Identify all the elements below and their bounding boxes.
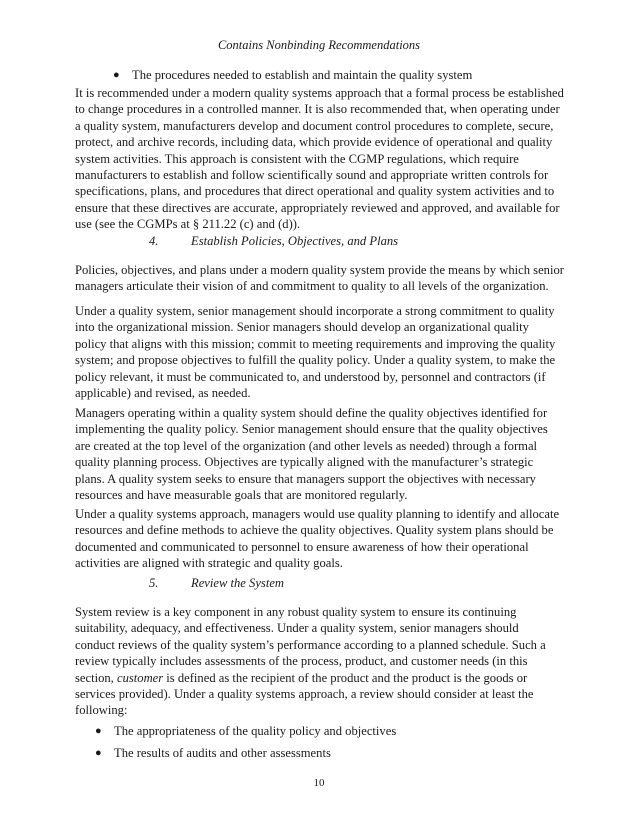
text-line: use (see the CGMPs at § 211.22 (c) and (d)). bbox=[75, 217, 301, 232]
text-line: suitability, adequacy, and effectiveness. Under a quality system, senior managers should bbox=[75, 621, 519, 636]
text-line: following: bbox=[75, 703, 128, 718]
text-line: manufacturers to establish and follow scientifically sound and appropriate written controls for bbox=[75, 168, 549, 183]
section-number: 5. bbox=[149, 576, 159, 590]
text-line: It is recommended under a modern quality systems approach that a formal process be established bbox=[75, 86, 564, 100]
text-line: a quality system, manufacturers develop and document control procedures to complete, secure, bbox=[75, 118, 554, 133]
bullet-text: The appropriateness of the quality policy and objectives bbox=[114, 724, 397, 738]
bullet-icon: ● bbox=[113, 69, 120, 81]
paragraph-senior-management bbox=[75, 303, 565, 401]
bullet-icon: ● bbox=[95, 725, 102, 737]
text-line: plans. A quality system seeks to ensure that managers support the objectives with necessary bbox=[75, 471, 536, 486]
paragraph-quality-planning bbox=[75, 506, 565, 572]
paragraph-quality-objectives bbox=[75, 405, 565, 503]
text-line: review typically includes assessments of the process, product, and customer needs (in this bbox=[75, 654, 528, 669]
text-line: conduct reviews of the quality system’s performance according to a planned schedule. Such a bbox=[75, 637, 546, 652]
text-line: Policies, objectives, and plans under a modern quality system provide the means by which senior bbox=[75, 263, 564, 277]
text-line: managers articulate their vision of and commitment to quality to all levels of the organization. bbox=[75, 279, 549, 294]
text-line: services provided). Under a quality systems approach, a review should consider at least the bbox=[75, 687, 534, 702]
italic-term-customer: customer bbox=[116, 670, 164, 685]
text-line: specifications, plans, and procedures that direct operational and quality system activities and to bbox=[75, 184, 555, 199]
text-line: Managers operating within a quality system should define the quality objectives identified for bbox=[75, 406, 548, 420]
text-line-with-italic bbox=[75, 670, 565, 686]
text-line: quality planning process. Objectives are typically aligned with the manufacturer’s strategic bbox=[75, 455, 534, 470]
text-line: policy relevant, it must be communicated to, and understood by, personnel and contractors (if bbox=[75, 369, 546, 384]
text-line: resources and have measurable goals that are monitored regularly. bbox=[75, 488, 408, 503]
bullet-text: The procedures needed to establish and maintain the quality system bbox=[132, 68, 473, 82]
text-line: are created at the top level of the organization (and other levels as needed) through a formal bbox=[75, 438, 538, 453]
text-line: activities are aligned with strategic and quality goals. bbox=[75, 556, 343, 571]
section-heading-4 bbox=[149, 234, 469, 251]
text-line: system; and propose objectives to fulfill the quality policy. Under a quality system, to make the bbox=[75, 353, 556, 368]
text-line: policy that aligns with this mission; commit to meeting requirements and improving the quality bbox=[75, 336, 556, 351]
text-fragment: section, bbox=[75, 670, 117, 685]
text-line: applicable) and revised, as needed. bbox=[75, 386, 251, 401]
text-line: Under a quality systems approach, managers would use quality planning to identify and allocate bbox=[75, 507, 560, 521]
paragraph-policies-intro bbox=[75, 262, 565, 295]
section-title: Establish Policies, Objectives, and Plans bbox=[191, 234, 399, 248]
text-line: into the organizational mission. Senior managers should develop an organizational quality bbox=[75, 320, 529, 335]
bullet-icon: ● bbox=[95, 747, 102, 759]
text-line: ensure that these directives are accurate, appropriately reviewed and approved, and available for bbox=[75, 200, 560, 215]
text-line: Under a quality system, senior management should incorporate a strong commitment to quality bbox=[75, 304, 555, 318]
bullet-text: The results of audits and other assessments bbox=[114, 746, 331, 760]
section-title: Review the System bbox=[191, 576, 285, 590]
paragraph-change-control bbox=[75, 85, 565, 233]
text-line: implementing the quality policy. Senior management should ensure that the quality objectives bbox=[75, 422, 548, 437]
text-line: resources and define methods to achieve the quality objectives. Quality system plans should be bbox=[75, 523, 554, 538]
text-line: protect, and archive records, including data, which provide evidence of operational and quality bbox=[75, 135, 553, 150]
paragraph-system-review bbox=[75, 604, 565, 719]
text-line: System review is a key component in any robust quality system to ensure its continuing bbox=[75, 605, 517, 619]
page-number: 10 bbox=[313, 777, 325, 789]
section-number: 4. bbox=[149, 234, 159, 248]
text-line: to change procedures in a controlled manner. It is also recommended that, when operating under bbox=[75, 102, 560, 117]
page-header: Contains Nonbinding Recommendations bbox=[217, 38, 421, 52]
text-line: documented and communicated to personnel to ensure awareness of how their operational bbox=[75, 539, 529, 554]
section-heading-5 bbox=[149, 576, 469, 593]
text-fragment: is defined as the recipient of the product and the product is the goods or bbox=[163, 670, 528, 685]
text-line: system activities. This approach is consistent with the CGMP regulations, which require bbox=[75, 151, 519, 166]
